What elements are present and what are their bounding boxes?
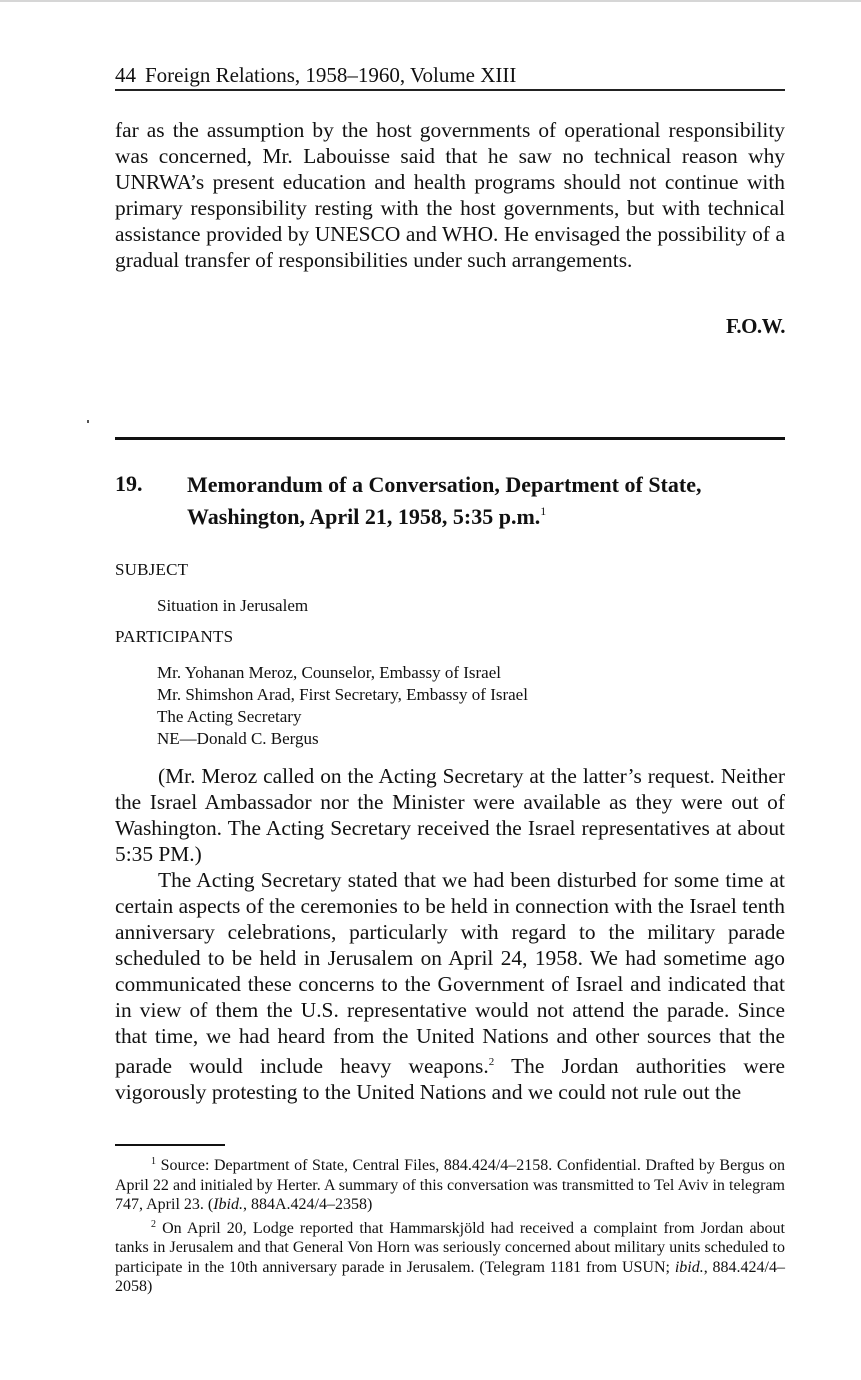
- footnote-text-end: , 884.424/4–2058): [115, 1258, 785, 1295]
- footnote-text: Source: Department of State, Central Files, 884.424/4–2158. Confidential. Drafted by Bergus on April 22 and initialed by Herter. A summary of this conversation was transmitted to Tel Aviv in telegram 747, April 23. (: [115, 1157, 785, 1213]
- footnote: [115, 1215, 785, 1297]
- continuation-paragraph: far as the assumption by the host governments of operational responsibility was concerned, Mr. Labouisse said that he saw no technical reason why UNRWA’s present education and health programs should not continue with primary responsibility resting with the host governments, but with technical assistance provided by UNESCO and WHO. He envisaged the possibility of a gradual transfer of responsibilities under such arrangements.: [115, 118, 785, 272]
- footnote-ibid: ibid.: [674, 1258, 704, 1276]
- section-divider: [115, 437, 785, 440]
- footnote-text: On April 20, Lodge reported that Hammarskjöld had received a complaint from Jordan about tanks in Jerusalem and that General Von Horn was seriously concerned about military units scheduled to participate in the 10th anniversary parade in Jerusalem. (Telegram 1181 from USUN;: [115, 1219, 786, 1276]
- footnote-divider: [115, 1144, 225, 1146]
- body-footnote-mark[interactable]: 2: [488, 1056, 495, 1068]
- scan-speck: [87, 420, 89, 423]
- running-header: [115, 62, 785, 91]
- footnote-ibid: Ibid.: [213, 1196, 243, 1213]
- subject-value: Situation in Jerusalem: [157, 596, 309, 615]
- participants-label: PARTICIPANTS: [115, 627, 234, 646]
- participant: Mr. Shimshon Arad, First Secretary, Embassy of Israel: [157, 685, 528, 704]
- participants-list: [157, 662, 528, 750]
- scan-edge-line: [0, 0, 861, 2]
- footnote-text-end: , 884A.424/4–2358): [243, 1196, 373, 1213]
- participant: Mr. Yohanan Meroz, Counselor, Embassy of Israel: [157, 663, 501, 682]
- title-footnote-mark[interactable]: 1: [540, 504, 547, 518]
- footnotes: [115, 1152, 785, 1297]
- body-paragraph-1: (Mr. Meroz called on the Acting Secretary at the latter’s request. Neither the Israel Ambassador nor the Minister were available as they were out of Washington. The Acting Secretary received the Israel representatives at about 5:35 PM.): [115, 764, 785, 866]
- memorandum-body: [115, 763, 785, 1105]
- document-title: [187, 471, 787, 530]
- page-number: 44: [115, 63, 136, 87]
- footnote: [115, 1152, 785, 1215]
- running-title: Foreign Relations, 1958–1960, Volume XIII: [145, 63, 517, 87]
- subject-label: SUBJECT: [115, 560, 189, 579]
- continuation-paragraph-block: [115, 117, 785, 273]
- body-paragraph-2-continued: The Jordan authorities were vigorously protesting to the United Nations and we could not rule out the: [115, 1054, 785, 1104]
- participant: NE—Donald C. Bergus: [157, 729, 319, 748]
- participant: The Acting Secretary: [157, 707, 302, 726]
- footnote-mark: 2: [151, 1218, 156, 1230]
- drafter-initials: F.O.W.: [725, 314, 785, 338]
- document-number: 19.: [115, 471, 143, 496]
- body-paragraph-2-text: The Acting Secretary stated that we had been disturbed for some time at certain aspects of the ceremonies to be held in connection with the Israel tenth anniversary celebrations, particularly with regard to the military parade scheduled to be held in Jerusalem on April 24, 1958. We had sometime ago communicated these concerns to the Government of Israel and indicated that in view of them the U.S. representative would not attend the parade. Since that time, we had heard from the United Nations and other sources that the parade would include heavy weapons.: [115, 868, 785, 1078]
- document-title-text: Memorandum of a Conversation, Department of State, Washington, April 21, 1958, 5:35 p.m.: [187, 472, 702, 529]
- footnote-mark: 1: [151, 1156, 156, 1167]
- body-paragraph-2: [115, 867, 785, 1105]
